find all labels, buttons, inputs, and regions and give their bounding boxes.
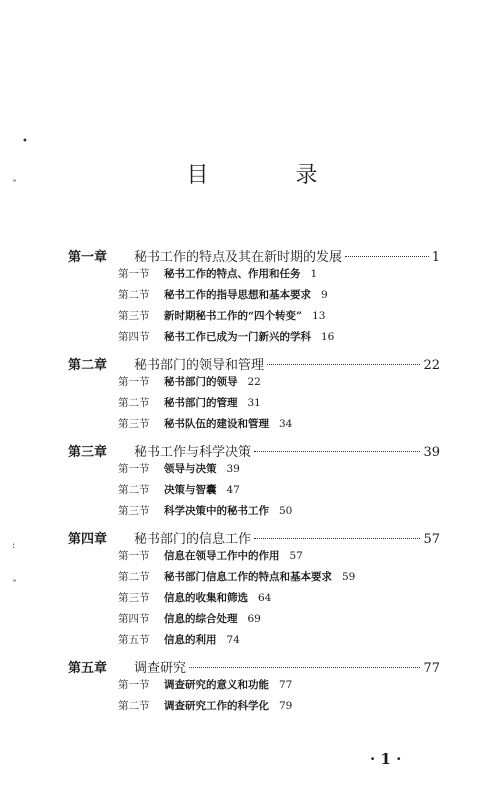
- section-entry: [68, 482, 440, 503]
- section-page-number: 34: [279, 418, 293, 430]
- section-number: 第二节: [118, 571, 150, 583]
- section-number: 第一节: [118, 463, 150, 475]
- section-page-number: 57: [289, 550, 303, 562]
- section-page-number: 59: [342, 571, 356, 583]
- section-title: 调查研究工作的科学化: [164, 700, 269, 712]
- section-number: 第一节: [118, 268, 150, 280]
- chapter-number: 第一章: [68, 250, 108, 265]
- section-entry: [68, 698, 440, 719]
- dot-leader: [254, 451, 420, 452]
- section-title: 秘书部门信息工作的特点和基本要求: [164, 571, 332, 583]
- chapter-entry: [68, 246, 440, 266]
- chapter-entry: [68, 528, 440, 548]
- chapter-block: [68, 528, 440, 653]
- section-title: 调查研究的意义和功能: [164, 679, 269, 691]
- section-title: 科学决策中的秘书工作: [164, 505, 269, 517]
- section-number: 第二节: [118, 397, 150, 409]
- section-number: 第三节: [118, 310, 150, 322]
- section-entry: [68, 266, 440, 287]
- section-page-number: 77: [279, 679, 293, 691]
- table-of-contents: [68, 242, 440, 719]
- section-page-number: 22: [247, 376, 261, 388]
- section-entry: [68, 677, 440, 698]
- section-title: 新时期秘书工作的“四个转变”: [164, 310, 303, 322]
- section-page-number: 47: [226, 484, 240, 496]
- dot-leader: [189, 667, 420, 668]
- section-title: 信息的收集和筛选: [164, 592, 248, 604]
- section-title: 秘书工作的特点、作用和任务: [164, 268, 301, 280]
- scan-speck: ˇ: [12, 580, 17, 591]
- section-page-number: 13: [312, 310, 326, 322]
- chapter-page-number: 77: [423, 661, 440, 676]
- chapter-entry: [68, 354, 440, 374]
- page-number: · 1 ·: [370, 750, 402, 768]
- section-title: 秘书部门的管理: [164, 397, 238, 409]
- chapter-number: 第四章: [68, 532, 108, 547]
- section-number: 第三节: [118, 592, 150, 604]
- section-title: 信息的利用: [164, 634, 217, 646]
- chapter-number: 第二章: [68, 358, 108, 373]
- chapter-number: 第三章: [68, 445, 108, 460]
- section-title: 秘书队伍的建设和管理: [164, 418, 269, 430]
- scan-speck: :: [12, 540, 16, 551]
- section-page-number: 79: [279, 700, 293, 712]
- chapter-page-number: 39: [423, 445, 440, 460]
- section-page-number: 31: [247, 397, 261, 409]
- section-entry: [68, 287, 440, 308]
- page-title: 目 录: [186, 163, 358, 188]
- section-title: 秘书工作的指导思想和基本要求: [164, 289, 311, 301]
- chapter-block: [68, 657, 440, 719]
- section-page-number: 1: [310, 268, 318, 280]
- section-entry: [68, 416, 440, 437]
- chapter-block: [68, 441, 440, 524]
- chapter-page-number: 57: [423, 532, 440, 547]
- section-entry: [68, 548, 440, 569]
- section-title: 决策与智囊: [164, 484, 217, 496]
- chapter-title: 秘书工作的特点及其在新时期的发展: [134, 250, 343, 265]
- section-number: 第四节: [118, 613, 150, 625]
- section-title: 秘书工作已成为一门新兴的学科: [164, 331, 311, 343]
- chapter-number: 第五章: [68, 661, 108, 676]
- section-entry: [68, 611, 440, 632]
- section-entry: [68, 503, 440, 524]
- chapter-block: [68, 354, 440, 437]
- section-entry: [68, 374, 440, 395]
- section-entry: [68, 632, 440, 653]
- section-title: 信息的综合处理: [164, 613, 238, 625]
- section-page-number: 64: [258, 592, 272, 604]
- section-entry: [68, 569, 440, 590]
- section-entry: [68, 590, 440, 611]
- section-number: 第二节: [118, 700, 150, 712]
- dot-leader: [254, 538, 420, 539]
- section-title: 信息在领导工作中的作用: [164, 550, 280, 562]
- section-number: 第四节: [118, 331, 150, 343]
- chapter-page-number: 1: [431, 250, 440, 265]
- section-entry: [68, 329, 440, 350]
- section-entry: [68, 395, 440, 416]
- section-number: 第一节: [118, 550, 150, 562]
- chapter-title: 秘书部门的信息工作: [134, 532, 252, 547]
- section-number: 第一节: [118, 679, 150, 691]
- section-number: 第三节: [118, 505, 150, 517]
- chapter-entry: [68, 441, 440, 461]
- section-number: 第一节: [118, 376, 150, 388]
- dot-leader: [267, 364, 420, 365]
- section-entry: [68, 461, 440, 482]
- dot-leader: [345, 256, 429, 257]
- chapter-block: [68, 246, 440, 350]
- section-page-number: 69: [247, 613, 261, 625]
- chapter-title: 调查研究: [134, 661, 187, 676]
- section-page-number: 50: [279, 505, 293, 517]
- section-page-number: 16: [321, 331, 335, 343]
- section-number: 第二节: [118, 484, 150, 496]
- section-page-number: 9: [321, 289, 328, 301]
- section-number: 第二节: [118, 289, 150, 301]
- chapter-page-number: 22: [423, 358, 440, 373]
- section-title: 领导与决策: [164, 463, 217, 475]
- section-entry: [68, 308, 440, 329]
- section-page-number: 74: [226, 634, 240, 646]
- section-page-number: 39: [226, 463, 240, 475]
- chapter-title: 秘书部门的领导和管理: [134, 358, 265, 373]
- chapter-entry: [68, 657, 440, 677]
- section-number: 第三节: [118, 418, 150, 430]
- scan-speck: •: [22, 136, 28, 147]
- chapter-title: 秘书工作与科学决策: [134, 445, 252, 460]
- scan-speck: ˇ: [12, 180, 17, 191]
- section-title: 秘书部门的领导: [164, 376, 238, 388]
- section-number: 第五节: [118, 634, 150, 646]
